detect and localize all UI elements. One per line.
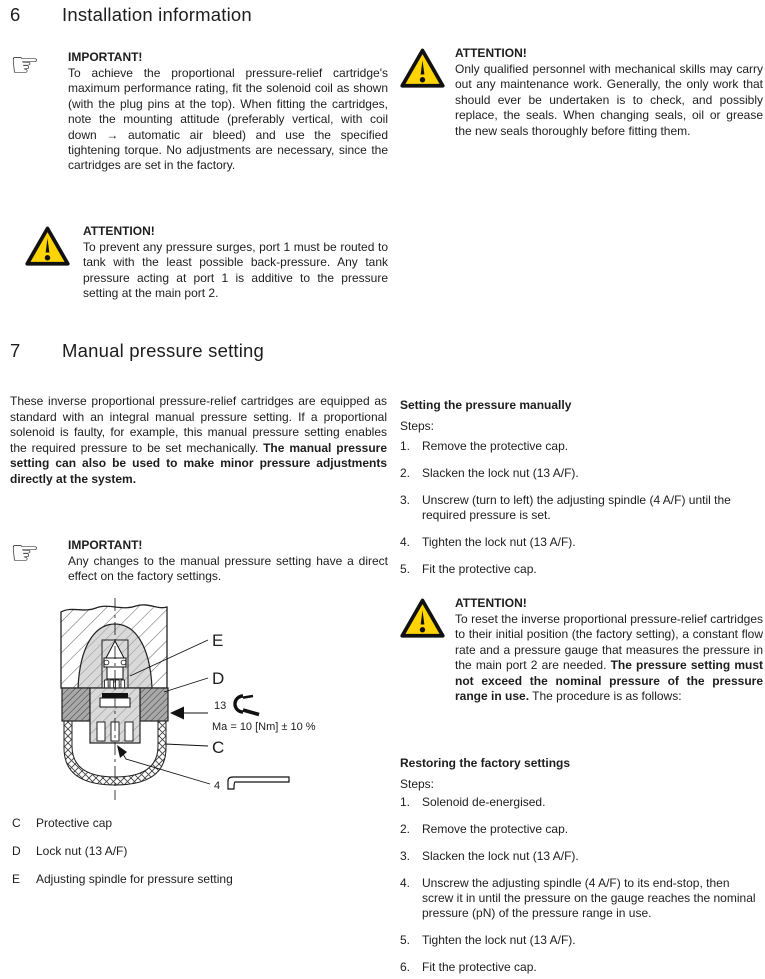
attention-icon-column [400, 596, 455, 639]
step-text: Unscrew (turn to left) the adjusting spindle (4 A/F) until the required pressure is set. [422, 493, 731, 522]
lock-nut [140, 688, 168, 721]
attention-note-reset [400, 596, 763, 704]
section-7-heading [10, 340, 264, 362]
pointing-hand-icon: ☞ [10, 533, 40, 572]
attention-text: Only qualified personnel with mechanical skills may carry out any maintenance work. Generally, the only work that should ever be undertaken is to check, and possibly replace, the seals. When changing seals, oil or grease the new seals thoroughly before fitting them. [455, 62, 763, 138]
attention-label: ATTENTION! [83, 224, 155, 238]
legend-row [12, 872, 372, 887]
step-text: Slacken the lock nut (13 A/F). [422, 849, 579, 863]
restore-steps-label: Steps: [400, 777, 435, 791]
torque-label: Ma = 10 [Nm] ± 10 % [212, 721, 316, 733]
step-item [400, 876, 763, 921]
step-text: Fit the protective cap. [422, 960, 537, 974]
legend-text: Lock nut (13 A/F) [36, 844, 128, 858]
legend-text: Adjusting spindle for pressure setting [36, 872, 233, 886]
step-text: Remove the protective cap. [422, 439, 569, 453]
legend-row [12, 816, 372, 831]
manual-setting-heading: Setting the pressure manually [400, 398, 572, 412]
attention-text-bold: The pressure setting must not exceed the nominal pressure of the pressure range in use. [455, 658, 763, 704]
step-number: 5. [400, 562, 411, 576]
manual-setting-steps [400, 439, 763, 589]
attention-text-normal: To reset the inverse proportional pressure-relief cartridges to their initial position (the factory setting), a constant flow rate and a pressure gauge that measures the pressure in the main port 2 are needed. [455, 612, 763, 673]
section-6-number: 6 [10, 4, 21, 25]
step-number: 1. [400, 795, 411, 809]
step-item [400, 439, 763, 454]
step-number: 3. [400, 849, 411, 863]
step-text: Unscrew the adjusting spindle (4 A/F) to its end-stop, then screw it in until the pressure on the gauge reaches the nominal pressure (pN) of the pressure range in use. [422, 876, 756, 920]
step-number: 5. [400, 933, 411, 947]
step-item [400, 466, 763, 481]
important-note-manual-setting [10, 533, 388, 585]
attention-label: ATTENTION! [455, 46, 527, 60]
step-text: Fit the protective cap. [422, 562, 537, 576]
legend-key: E [12, 872, 21, 886]
step-number: 2. [400, 466, 411, 480]
step-number: 2. [400, 822, 411, 836]
spindle-pointer-arrow [117, 745, 127, 758]
legend-row [12, 844, 372, 859]
allen-key-icon [228, 777, 289, 789]
important-note-installation [10, 45, 388, 174]
diagram-label-d: D [212, 669, 225, 688]
nut-pointer-arrow [170, 707, 184, 720]
legend-key: C [12, 816, 21, 830]
step-item [400, 535, 763, 550]
important-label: IMPORTANT! [68, 50, 143, 64]
step-item [400, 795, 763, 810]
intro-text-normal: These inverse proportional pressure-relief cartridges are equipped as standard with an integral manual pressure setting. If a proportional solenoid is faulty, for example, this manual pressure setting enables the required pressure to be set mechanically. [10, 394, 387, 455]
step-text: Remove the protective cap. [422, 822, 569, 836]
step-item [400, 960, 763, 975]
step-item [400, 822, 763, 837]
legend-text: Protective cap [36, 816, 113, 830]
attention-text: To prevent any pressure surges, port 1 must be routed to tank with the least possible back-pressure. Any tank pressure acting at port 1 is additive to the pressure setting at the main port 2. [83, 240, 388, 301]
step-item [400, 849, 763, 864]
step-text: Tighten the lock nut (13 A/F). [422, 933, 576, 947]
attention-label: ATTENTION! [455, 596, 527, 610]
wrench-icon [235, 696, 259, 715]
attention-note-port [10, 224, 388, 302]
step-item [400, 493, 763, 523]
diagram-label-e: E [212, 631, 224, 650]
lock-nut [62, 688, 90, 721]
step-number: 3. [400, 493, 411, 507]
step-item [400, 562, 763, 577]
wrench-size-label: 13 [214, 700, 227, 712]
important-icon-column [10, 45, 68, 84]
warning-triangle-icon [400, 48, 445, 89]
important-icon-column [10, 533, 68, 572]
step-text: Slacken the lock nut (13 A/F). [422, 466, 579, 480]
restore-heading: Restoring the factory settings [400, 756, 571, 770]
warning-triangle-icon [25, 226, 70, 267]
step-number: 1. [400, 439, 411, 453]
legend-key: D [12, 844, 21, 858]
manual-setting-steps-label: Steps: [400, 419, 435, 433]
important-text: Any changes to the manual pressure setting have a direct effect on the factory settings. [68, 554, 388, 584]
section-7-number: 7 [10, 340, 21, 361]
attention-icon-column [400, 46, 455, 89]
step-text: Tighten the lock nut (13 A/F). [422, 535, 576, 549]
diagram-label-c: C [212, 738, 225, 757]
attention-text-tail: The procedure is as follows: [529, 689, 682, 704]
important-label: IMPORTANT! [68, 538, 143, 552]
section-7-title: Manual pressure setting [62, 340, 265, 361]
pointing-hand-icon: ☞ [10, 45, 40, 84]
diagram-legend [12, 816, 372, 900]
cartridge-cross-section-diagram [40, 596, 350, 803]
allen-key-size-label: 4 [214, 780, 221, 792]
warning-triangle-icon [400, 598, 445, 639]
attention-text [455, 612, 763, 704]
restore-steps [400, 795, 763, 979]
step-number: 4. [400, 876, 411, 890]
section-7-intro-paragraph [10, 394, 387, 488]
step-number: 6. [400, 960, 411, 974]
step-item [400, 933, 763, 948]
step-number: 4. [400, 535, 411, 549]
step-text: Solenoid de-energised. [422, 795, 546, 809]
attention-icon-column [10, 224, 83, 267]
section-6-title: Installation information [62, 4, 252, 25]
section-6-heading [10, 4, 252, 26]
intro-text-bold: The manual pressure setting can also be used to make minor pressure adjustments directly at the system. [10, 440, 387, 486]
attention-note-maintenance [400, 46, 763, 139]
important-text: To achieve the proportional pressure-relief cartridge's maximum performance rating, fit the solenoid coil as shown (with the plug pins at the top). When fitting the cartridges, note the mounting attitude (preferably vertical, with coil down → automatic air bleed) and use the specified tightening torque. No adjustments are necessary, since the cartridges are set in the factory. [68, 66, 388, 173]
